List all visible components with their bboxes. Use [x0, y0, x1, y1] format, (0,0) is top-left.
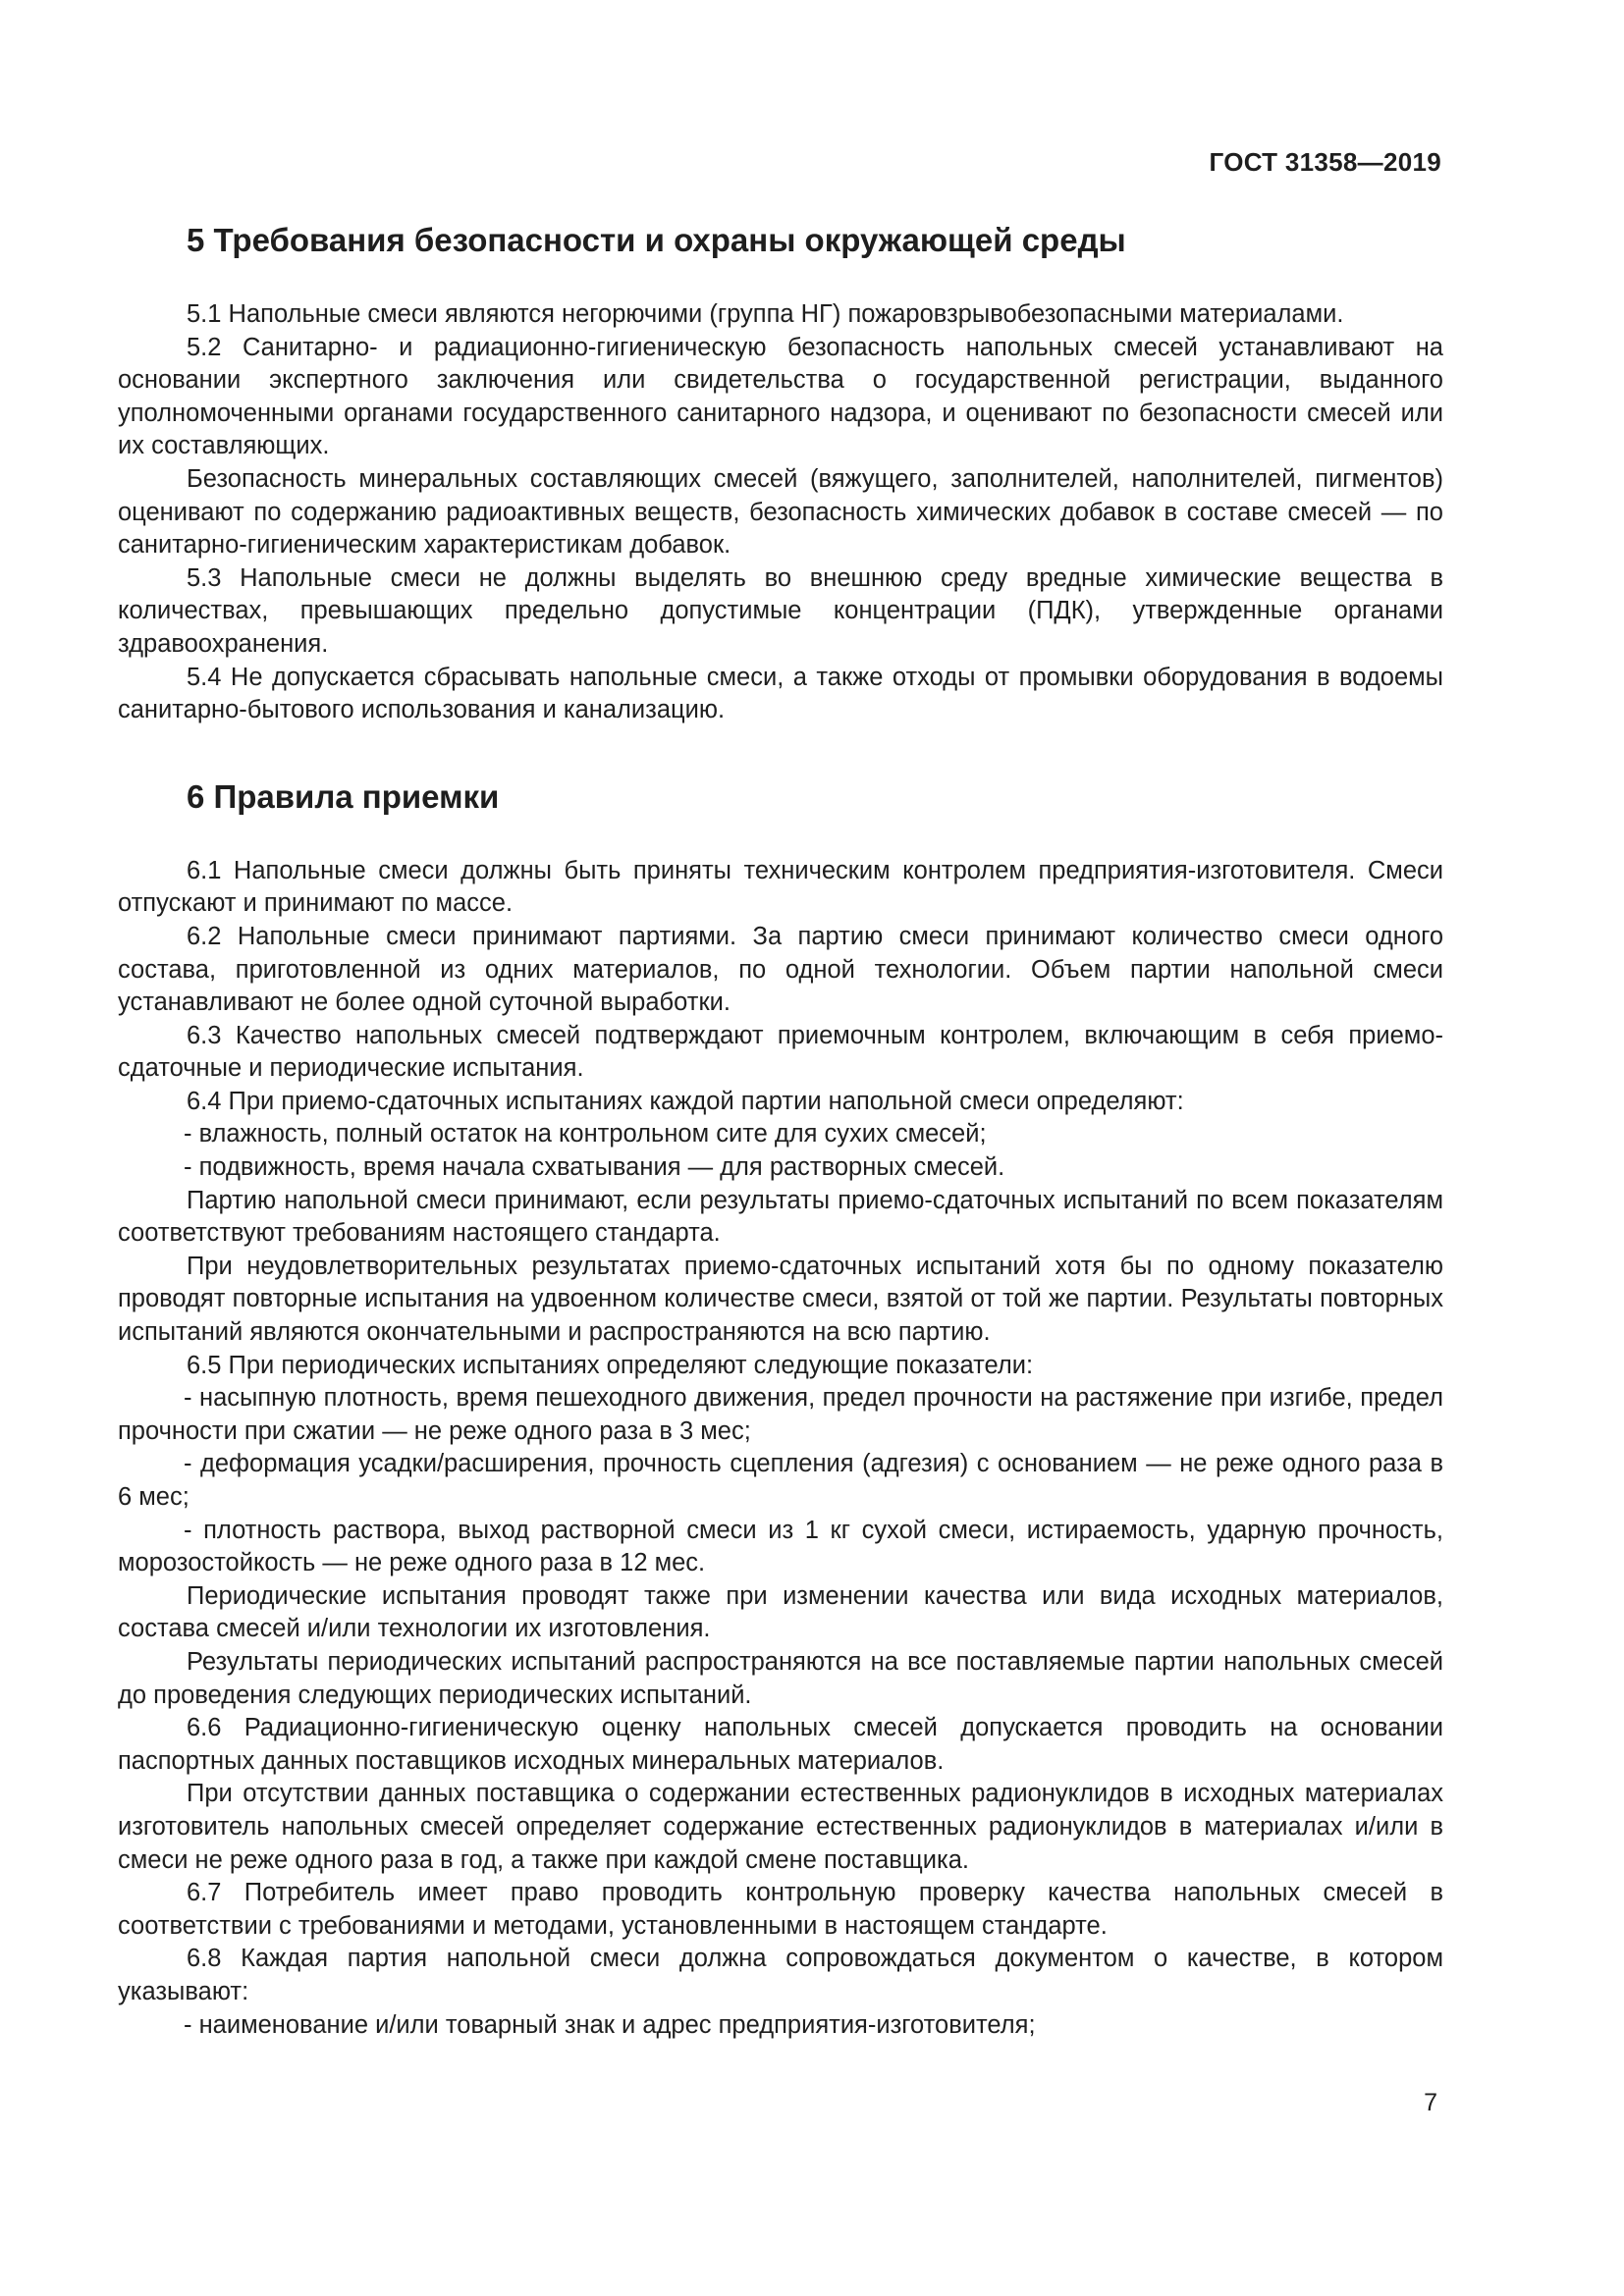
section-5-heading: 5 Требования безопасности и охраны окружающей среды	[187, 222, 1126, 258]
page-number: 7	[1424, 2089, 1437, 2116]
paragraph-5-2: 5.2 Санитарно- и радиационно-гигиеническую безопасность напольных смесей устанавливают на основании экспертного заключения или свидетельства о государственной регистрации, выданного уполномоченными органами государственного санитарного надзора, и оценивают по безопасности смесей или их составляющих.	[118, 333, 1443, 460]
list-item-6-4-dry: - влажность, полный остаток на контрольном сите для сухих смесей;	[184, 1120, 987, 1148]
paragraph-6-4: 6.4 При приемо-сдаточных испытаниях каждой партии напольной смеси определяют:	[187, 1087, 1184, 1115]
paragraph-6-4-retest: При неудовлетворительных результатах приемо-сдаточных испытаний хотя бы по одному показателю проводят повторные испытания на удвоенном количестве смеси, взятой от той же партии. Результаты повторных испытаний являются окончательными и распространяются на всю партию.	[118, 1252, 1443, 1347]
paragraph-6-6-radionuclides: При отсутствии данных поставщика о содержании естественных радионуклидов в исходных материалах изготовитель напольных смесей определяет содержание естественных радионуклидов в материалах и/или в смеси не реже одного раза в год, а также при каждой смене поставщика.	[118, 1780, 1443, 1874]
paragraph-6-5-results: Результаты периодических испытаний распространяются на все поставляемые партии напольных смесей до проведения следующих периодических испытаний.	[118, 1647, 1443, 1709]
paragraph-6-4-acceptance: Партию напольной смеси принимают, если результаты приемо-сдаточных испытаний по всем показателям соответствуют требованиям настоящего стандарта.	[118, 1186, 1443, 1248]
paragraph-5-1: 5.1 Напольные смеси являются негорючими (группа НГ) пожаровзрывобезопасными материалами.	[187, 300, 1344, 328]
page-content	[118, 222, 1443, 2042]
paragraph-5-2-minerals: Безопасность минеральных составляющих смесей (вяжущего, заполнителей, наполнителей, пигментов) оценивают по содержанию радиоактивных веществ, безопасность химических добавок в составе смесей — по санитарно-гигиеническим характеристикам добавок.	[118, 464, 1443, 560]
list-item-6-5-6-months: - деформация усадки/расширения, прочность сцепления (адгезия) с основанием — не реже одного раза в 6 мес;	[118, 1450, 1443, 1511]
list-item-6-5-3-months: - насыпную плотность, время пешеходного движения, предел прочности на растяжение при изгибе, предел прочности при сжатии — не реже одного раза в 3 мес;	[118, 1384, 1443, 1445]
paragraph-6-5-changes: Периодические испытания проводят также при изменении качества или вида исходных материалов, состава смесей и/или технологии их изготовления.	[118, 1581, 1443, 1643]
document-code: ГОСТ 31358—2019	[1209, 147, 1441, 177]
paragraph-6-1: 6.1 Напольные смеси должны быть приняты техническим контролем предприятия-изготовителя. Смеси отпускают и принимают по массе.	[118, 856, 1443, 918]
paragraph-6-8: 6.8 Каждая партия напольной смеси должна сопровождаться документом о качестве, в котором указывают:	[118, 1945, 1443, 2005]
list-item-6-5-12-months: - плотность раствора, выход растворной смеси из 1 кг сухой смеси, истираемость, ударную прочность, морозостойкость — не реже одного раза в 12 мес.	[118, 1516, 1443, 1577]
paragraph-5-3: 5.3 Напольные смеси не должны выделять во внешнюю среду вредные химические вещества в количествах, превышающих предельно допустимые концентрации (ПДК), утвержденные органами здравоохранения.	[118, 563, 1443, 658]
paragraph-6-2: 6.2 Напольные смеси принимают партиями. За партию смеси принимают количество смеси одного состава, приготовленной из одних материалов, по одной технологии. Объем партии напольной смеси устанавливают не более одной суточной выработки.	[118, 922, 1443, 1017]
paragraph-6-5: 6.5 При периодических испытаниях определяют следующие показатели:	[187, 1351, 1034, 1379]
section-6-heading: 6 Правила приемки	[187, 777, 500, 815]
paragraph-6-6: 6.6 Радиационно-гигиеническую оценку напольных смесей допускается проводить на основании паспортных данных поставщиков исходных минеральных материалов.	[118, 1714, 1443, 1775]
list-item-6-8-manufacturer: - наименование и/или товарный знак и адрес предприятия-изготовителя;	[184, 2010, 1036, 2039]
list-item-6-4-mortar: - подвижность, время начала схватывания — для растворных смесей.	[184, 1153, 1005, 1182]
paragraph-6-3: 6.3 Качество напольных смесей подтверждают приемочным контролем, включающим в себя приемо-сдаточные и периодические испытания.	[118, 1021, 1443, 1083]
paragraph-6-7: 6.7 Потребитель имеет право проводить контрольную проверку качества напольных смесей в соответствии с требованиями и методами, установленными в настоящем стандарте.	[118, 1879, 1443, 1940]
paragraph-5-4: 5.4 Не допускается сбрасывать напольные смеси, а также отходы от промывки оборудования в водоемы санитарно-бытового использования и канализацию.	[118, 663, 1443, 724]
